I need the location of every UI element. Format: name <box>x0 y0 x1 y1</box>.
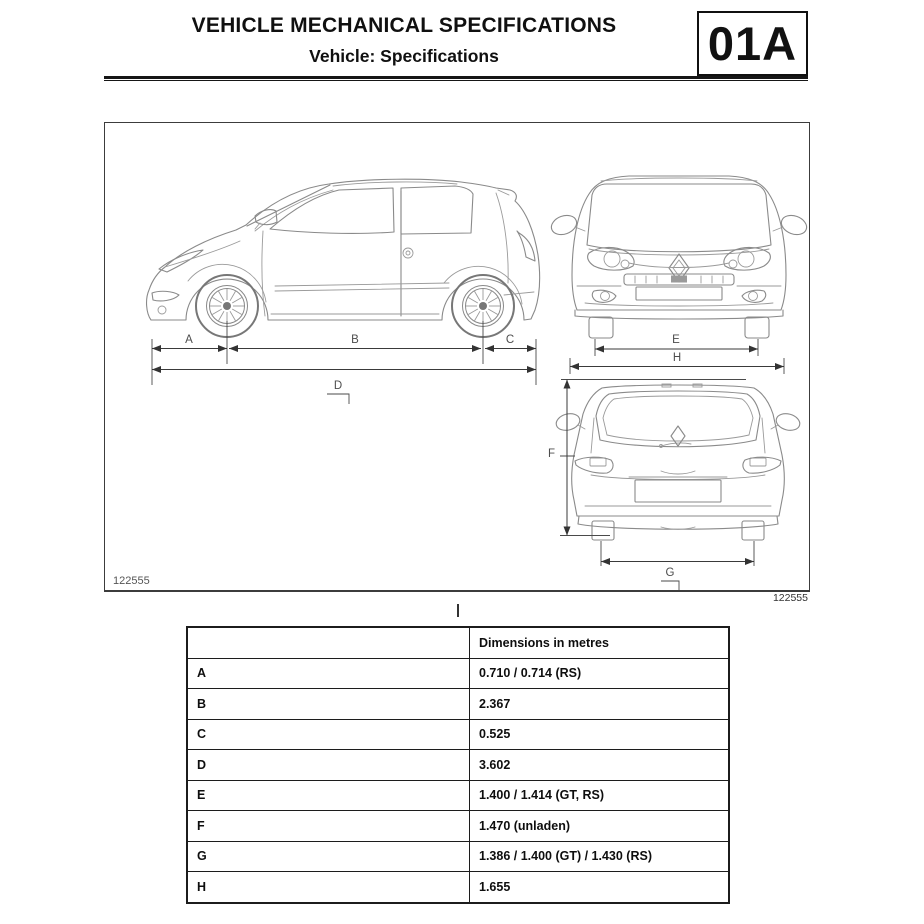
table-row <box>187 719 729 750</box>
dim-row-value: 2.367 <box>470 689 730 720</box>
dim-row-value: 1.400 / 1.414 (GT, RS) <box>470 780 730 811</box>
dim-row-value: 1.470 (unladen) <box>470 811 730 842</box>
section-code-badge <box>697 11 808 76</box>
table-column-tick <box>457 604 459 617</box>
dim-label-a: A <box>185 334 193 346</box>
page-subtitle: Vehicle: Specifications <box>309 46 499 66</box>
dim-label-b: B <box>351 334 359 346</box>
dim-label-d: D <box>333 380 343 392</box>
dim-label-g: G <box>665 567 675 579</box>
table-row <box>187 811 729 842</box>
dim-row-label: D <box>187 750 470 781</box>
dim-label-c: C <box>505 334 515 346</box>
dim-label-f: F <box>547 448 555 460</box>
dim-row-value: 1.386 / 1.400 (GT) / 1.430 (RS) <box>470 841 730 872</box>
dim-row-value: 3.602 <box>470 750 730 781</box>
dim-row-label: G <box>187 841 470 872</box>
dim-row-label: E <box>187 780 470 811</box>
table-row <box>187 658 729 689</box>
table-row <box>187 872 729 903</box>
dim-row-value: 0.710 / 0.714 (RS) <box>470 658 730 689</box>
table-header-empty-cell <box>187 627 470 658</box>
side-view-drawing <box>147 179 540 337</box>
table-row <box>187 841 729 872</box>
figure-ref-inner: 122555 <box>113 575 150 587</box>
dim-row-value: 0.525 <box>470 719 730 750</box>
header-rule <box>104 76 808 81</box>
table-row <box>187 750 729 781</box>
section-code: 01A <box>707 17 798 70</box>
figure-ref-outer: 122555 <box>772 592 808 604</box>
dimensions-table <box>186 626 730 904</box>
table-row <box>187 689 729 720</box>
rear-view-drawing <box>554 384 801 540</box>
dim-row-label: B <box>187 689 470 720</box>
dimension-annotations <box>152 321 784 590</box>
dimensions-figure-svg <box>105 123 809 590</box>
table-row <box>187 780 729 811</box>
table-header-row <box>187 627 729 658</box>
dimensions-diagram <box>104 122 810 592</box>
dim-row-label: C <box>187 719 470 750</box>
front-view-drawing <box>549 176 809 338</box>
table-header-value: Dimensions in metres <box>470 627 730 658</box>
dim-label-e: E <box>672 334 680 346</box>
dim-row-value: 1.655 <box>470 872 730 903</box>
dim-row-label: H <box>187 872 470 903</box>
dim-label-h: H <box>672 352 682 364</box>
dim-row-label: F <box>187 811 470 842</box>
dim-row-label: A <box>187 658 470 689</box>
page-title: VEHICLE MECHANICAL SPECIFICATIONS <box>191 14 617 37</box>
